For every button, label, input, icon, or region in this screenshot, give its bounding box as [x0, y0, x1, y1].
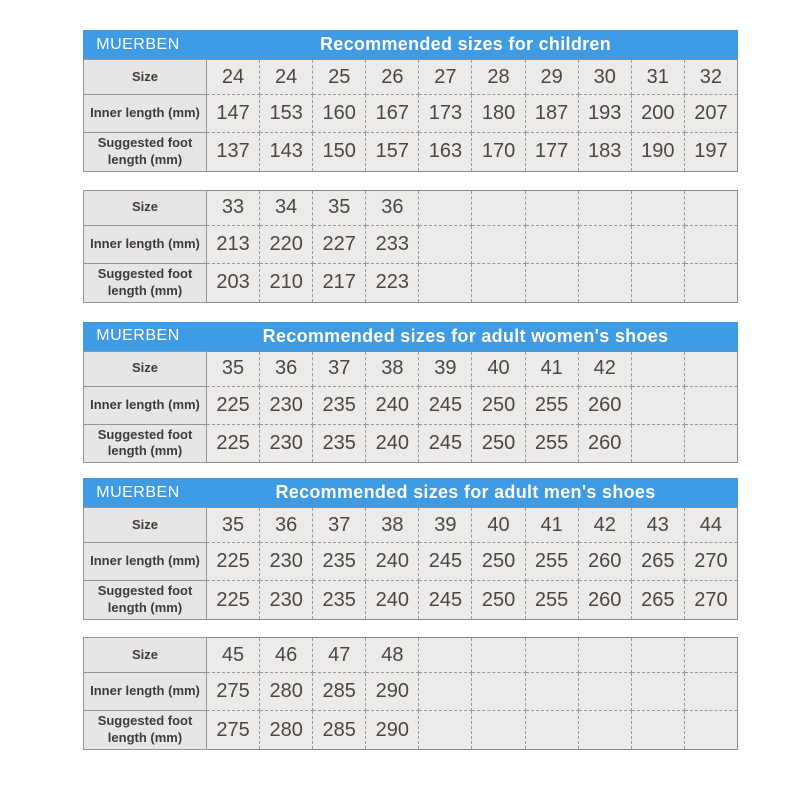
foot-length-cell: 210 [260, 263, 313, 302]
size-cell [419, 638, 472, 673]
inner-length-cell: 235 [313, 543, 366, 581]
inner-length-cell: 240 [366, 543, 419, 581]
inner-length-cell [684, 673, 737, 711]
foot-length-cell: 250 [472, 581, 525, 620]
foot-length-row [84, 424, 738, 463]
size-cell: 29 [525, 60, 578, 95]
foot-length-cell: 225 [207, 581, 260, 620]
foot-length-cell: 170 [472, 133, 525, 172]
size-chart-page [83, 30, 738, 750]
size-cell: 24 [260, 60, 313, 95]
foot-length-row-label: Suggested foot length (mm) [84, 133, 207, 172]
inner-length-cell: 213 [207, 225, 260, 263]
size-cell: 42 [578, 508, 631, 543]
inner-length-cell: 250 [472, 386, 525, 424]
inner-length-cell: 260 [578, 386, 631, 424]
foot-length-cell: 275 [207, 711, 260, 750]
foot-length-row [84, 581, 738, 620]
foot-length-cell: 157 [366, 133, 419, 172]
foot-length-cell [578, 711, 631, 750]
size-cell [472, 638, 525, 673]
inner-length-cell [578, 673, 631, 711]
inner-length-cell: 167 [366, 95, 419, 133]
size-cell [684, 351, 737, 386]
inner-length-cell: 270 [684, 543, 737, 581]
foot-length-cell: 255 [525, 424, 578, 463]
table-men-extended [83, 637, 738, 750]
inner-length-cell: 225 [207, 543, 260, 581]
foot-length-cell [578, 263, 631, 302]
foot-length-cell: 280 [260, 711, 313, 750]
table-header-children [83, 30, 738, 59]
size-cell: 36 [366, 190, 419, 225]
foot-length-cell: 290 [366, 711, 419, 750]
size-cell: 35 [313, 190, 366, 225]
foot-length-cell [631, 711, 684, 750]
foot-length-row [84, 133, 738, 172]
inner-length-cell: 187 [525, 95, 578, 133]
inner-length-cell: 255 [525, 543, 578, 581]
size-row [84, 190, 738, 225]
brand-label: MUERBEN [96, 327, 180, 345]
inner-length-cell [631, 673, 684, 711]
foot-length-cell: 163 [419, 133, 472, 172]
size-cell: 37 [313, 351, 366, 386]
foot-length-cell [631, 263, 684, 302]
foot-length-cell: 260 [578, 424, 631, 463]
size-cell [631, 638, 684, 673]
foot-length-cell: 255 [525, 581, 578, 620]
foot-length-row-label: Suggested foot length (mm) [84, 424, 207, 463]
foot-length-cell: 235 [313, 424, 366, 463]
foot-length-cell: 285 [313, 711, 366, 750]
size-cell: 33 [207, 190, 260, 225]
inner-length-cell: 245 [419, 543, 472, 581]
size-cell: 35 [207, 508, 260, 543]
size-cell: 30 [578, 60, 631, 95]
inner-length-cell: 207 [684, 95, 737, 133]
foot-length-cell: 270 [684, 581, 737, 620]
brand-label: MUERBEN [96, 483, 180, 501]
foot-length-row [84, 263, 738, 302]
size-cell: 32 [684, 60, 737, 95]
inner-length-cell [578, 225, 631, 263]
inner-length-cell: 245 [419, 386, 472, 424]
size-cell: 38 [366, 508, 419, 543]
inner-length-row [84, 95, 738, 133]
size-row [84, 508, 738, 543]
foot-length-cell: 183 [578, 133, 631, 172]
size-cell [419, 190, 472, 225]
size-cell: 28 [472, 60, 525, 95]
table-header-women [83, 322, 738, 351]
size-cell: 36 [260, 351, 313, 386]
foot-length-cell: 235 [313, 581, 366, 620]
table-children-extended [83, 190, 738, 303]
table-header-men [83, 478, 738, 507]
size-grid-men-extended [83, 637, 738, 750]
size-cell: 38 [366, 351, 419, 386]
size-cell: 48 [366, 638, 419, 673]
size-cell: 43 [631, 508, 684, 543]
inner-length-row-label: Inner length (mm) [84, 225, 207, 263]
foot-length-cell: 150 [313, 133, 366, 172]
size-cell: 46 [260, 638, 313, 673]
foot-length-cell: 230 [260, 581, 313, 620]
foot-length-row-label: Suggested foot length (mm) [84, 581, 207, 620]
foot-length-cell [684, 263, 737, 302]
inner-length-cell [631, 386, 684, 424]
size-cell: 35 [207, 351, 260, 386]
size-cell: 44 [684, 508, 737, 543]
inner-length-row-label: Inner length (mm) [84, 673, 207, 711]
inner-length-cell: 290 [366, 673, 419, 711]
inner-length-cell: 160 [313, 95, 366, 133]
inner-length-cell: 230 [260, 543, 313, 581]
size-row-label: Size [84, 508, 207, 543]
foot-length-cell: 225 [207, 424, 260, 463]
size-cell: 34 [260, 190, 313, 225]
size-cell [472, 190, 525, 225]
size-cell: 47 [313, 638, 366, 673]
size-row [84, 351, 738, 386]
foot-length-cell: 245 [419, 424, 472, 463]
foot-length-cell: 177 [525, 133, 578, 172]
inner-length-cell: 180 [472, 95, 525, 133]
foot-length-row-label: Suggested foot length (mm) [84, 711, 207, 750]
size-row-label: Size [84, 638, 207, 673]
size-cell: 45 [207, 638, 260, 673]
inner-length-cell: 240 [366, 386, 419, 424]
foot-length-cell [525, 263, 578, 302]
foot-length-cell [419, 263, 472, 302]
inner-length-cell: 255 [525, 386, 578, 424]
table-title-women: Recommended sizes for adult women's shoes [262, 325, 669, 346]
foot-length-cell: 203 [207, 263, 260, 302]
size-cell: 31 [631, 60, 684, 95]
brand-label: MUERBEN [96, 35, 180, 53]
size-row [84, 638, 738, 673]
size-cell: 27 [419, 60, 472, 95]
inner-length-row [84, 543, 738, 581]
inner-length-cell: 250 [472, 543, 525, 581]
inner-length-cell: 220 [260, 225, 313, 263]
size-cell: 42 [578, 351, 631, 386]
size-cell: 39 [419, 351, 472, 386]
size-cell: 41 [525, 508, 578, 543]
foot-length-cell [472, 263, 525, 302]
size-cell [684, 190, 737, 225]
size-cell: 40 [472, 351, 525, 386]
foot-length-cell: 190 [631, 133, 684, 172]
foot-length-row-label: Suggested foot length (mm) [84, 263, 207, 302]
size-cell: 41 [525, 351, 578, 386]
inner-length-cell: 265 [631, 543, 684, 581]
foot-length-cell: 137 [207, 133, 260, 172]
inner-length-cell: 285 [313, 673, 366, 711]
inner-length-cell: 233 [366, 225, 419, 263]
inner-length-cell [472, 673, 525, 711]
inner-length-cell [472, 225, 525, 263]
inner-length-cell: 225 [207, 386, 260, 424]
foot-length-cell [525, 711, 578, 750]
inner-length-cell: 147 [207, 95, 260, 133]
inner-length-cell [419, 225, 472, 263]
inner-length-cell: 230 [260, 386, 313, 424]
table-title-men: Recommended sizes for adult men's shoes [275, 482, 656, 503]
inner-length-cell: 153 [260, 95, 313, 133]
inner-length-cell [525, 673, 578, 711]
foot-length-row [84, 711, 738, 750]
size-row-label: Size [84, 190, 207, 225]
inner-length-cell: 235 [313, 386, 366, 424]
foot-length-cell [631, 424, 684, 463]
inner-length-cell: 227 [313, 225, 366, 263]
foot-length-cell: 250 [472, 424, 525, 463]
inner-length-cell: 280 [260, 673, 313, 711]
table-women [83, 322, 738, 464]
inner-length-cell: 173 [419, 95, 472, 133]
size-cell: 26 [366, 60, 419, 95]
inner-length-cell [631, 225, 684, 263]
foot-length-cell: 223 [366, 263, 419, 302]
size-cell: 40 [472, 508, 525, 543]
foot-length-cell: 217 [313, 263, 366, 302]
size-row-label: Size [84, 351, 207, 386]
size-row-label: Size [84, 60, 207, 95]
size-cell [578, 190, 631, 225]
inner-length-cell [684, 225, 737, 263]
size-row [84, 60, 738, 95]
foot-length-cell [684, 711, 737, 750]
size-grid-women [83, 351, 738, 464]
foot-length-cell: 265 [631, 581, 684, 620]
foot-length-cell: 143 [260, 133, 313, 172]
size-cell [631, 351, 684, 386]
inner-length-cell: 275 [207, 673, 260, 711]
size-grid-children [83, 59, 738, 172]
foot-length-cell: 240 [366, 581, 419, 620]
inner-length-row [84, 673, 738, 711]
inner-length-row-label: Inner length (mm) [84, 95, 207, 133]
size-cell [631, 190, 684, 225]
inner-length-cell: 193 [578, 95, 631, 133]
table-title-children: Recommended sizes for children [319, 34, 612, 54]
table-children [83, 30, 738, 172]
size-cell [684, 638, 737, 673]
size-cell: 36 [260, 508, 313, 543]
inner-length-row-label: Inner length (mm) [84, 543, 207, 581]
foot-length-cell [419, 711, 472, 750]
size-cell: 39 [419, 508, 472, 543]
size-cell: 25 [313, 60, 366, 95]
inner-length-cell [419, 673, 472, 711]
inner-length-row [84, 386, 738, 424]
foot-length-cell: 197 [684, 133, 737, 172]
foot-length-cell: 260 [578, 581, 631, 620]
foot-length-cell: 230 [260, 424, 313, 463]
size-cell [525, 638, 578, 673]
inner-length-cell: 260 [578, 543, 631, 581]
size-grid-men [83, 507, 738, 620]
size-cell [578, 638, 631, 673]
foot-length-cell [472, 711, 525, 750]
size-grid-children-extended [83, 190, 738, 303]
table-men [83, 478, 738, 620]
size-cell: 24 [207, 60, 260, 95]
inner-length-row-label: Inner length (mm) [84, 386, 207, 424]
foot-length-cell: 245 [419, 581, 472, 620]
inner-length-cell [684, 386, 737, 424]
size-cell: 37 [313, 508, 366, 543]
inner-length-row [84, 225, 738, 263]
inner-length-cell: 200 [631, 95, 684, 133]
inner-length-cell [525, 225, 578, 263]
foot-length-cell [684, 424, 737, 463]
size-cell [525, 190, 578, 225]
foot-length-cell: 240 [366, 424, 419, 463]
